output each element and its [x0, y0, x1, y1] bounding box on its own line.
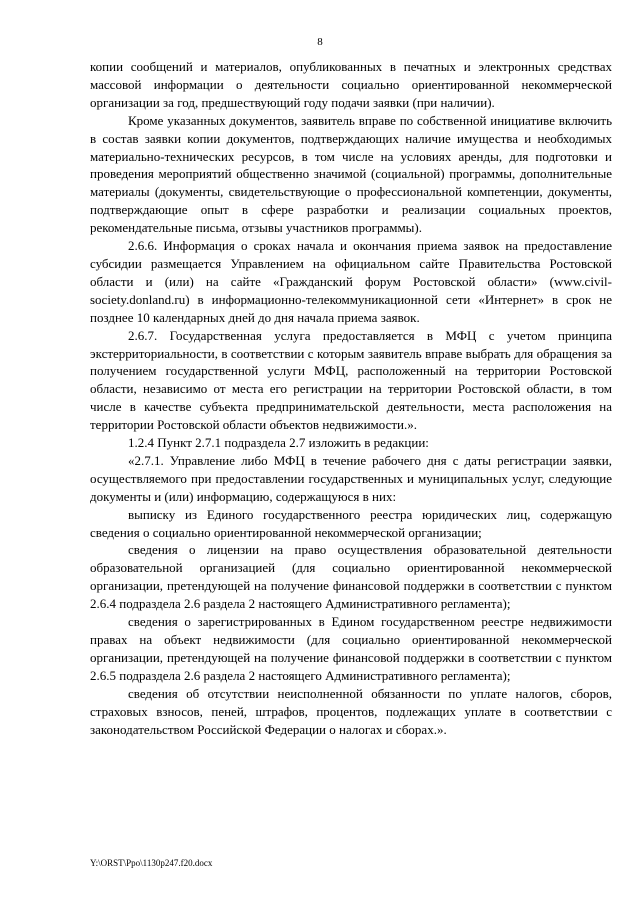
paragraph-2-7-1: «2.7.1. Управление либо МФЦ в течение рабочего дня с даты регистрации заявки, осуществляемого при предоставлении государственных и муниципальных услуг, следующие документы и (или) информацию, содержащуюся в них:: [90, 452, 612, 504]
paragraph-1-2-4: 1.2.4 Пункт 2.7.1 подраздела 2.7 изложить в редакции:: [128, 435, 429, 451]
paragraph-registry-extract: выписку из Единого государственного реестра юридических лиц, содержащую сведения о социально ориентированной некоммерческой организации;: [90, 506, 612, 540]
document-body: [90, 58, 612, 738]
paragraph-real-estate-rights: сведения о зарегистрированных в Едином государственном реестре недвижимости правах на объект недвижимости (для социально ориентированной некоммерческой организации, претендующей на получение финансовой поддержки в соответствии с пунктом 2.6.5 подраздела 2.6 раздела 2 настоящего Административного регламента);: [90, 614, 612, 683]
paragraph-2-6-6: 2.6.6. Информация о сроках начала и окончания приема заявок на предоставление субсидии размещается Управлением на официальном сайте Правительства Ростовской области и (или) на сайте «Гражданский форум Ростовской области» (www.civil-society.donland.ru) в информационно-телекоммуникационной сети «Интернет» в срок не позднее 10 календарных дней до дня начала приема заявок.: [90, 238, 612, 325]
paragraph-license-info: сведения о лицензии на право осуществления образовательной деятельности образовательной организацией (для социально ориентированной некоммерческой организации, претендующей на получение финансовой поддержки в соответствии с пунктом 2.6.4 подраздела 2.6 раздела 2 настоящего Административного регламента);: [90, 542, 612, 612]
paragraph-continuation-copies: копии сообщений и материалов, опубликованных в печатных и электронных средствах массовой информации о деятельности социально ориентированной некоммерческой организации за год, предшествующий году подачи заявки (при наличии).: [90, 59, 612, 110]
paragraph-tax-obligations: сведения об отсутствии неисполненной обязанности по уплате налогов, сборов, страховых взносов, пеней, штрафов, процентов, подлежащих уплате в соответствии с законодательством Российской Федерации о налогах и сборах.».: [90, 685, 612, 737]
paragraph-additional-documents: Кроме указанных документов, заявитель вправе по собственной инициативе включить в состав заявки копии документов, подтверждающих наличие имущества и необходимых материально-технических ресурсов, в том числе на условиях аренды, для подготовки и проведения мероприятий общественно значимой (социальной) программы, дополнительные материалы (документы, свидетельствующие о профессиональной компетенции, документы, подтверждающие опыт в сфере разработки и реализации социальных проектов, рекомендательные письма, отзывы участников программы).: [90, 112, 612, 236]
footer-file-path: Y:\ORST\Ppo\1130p247.f20.docx: [90, 858, 213, 868]
paragraph-2-6-7: 2.6.7. Государственная услуга предоставляется в МФЦ с учетом принципа экстерриториальности, в соответствии с которым заявитель вправе выбрать для обращения за получением государственной услуги МФЦ, расположенный на территории Ростовской области, независимо от места его регистрации на территории Ростовской области, в том числе в качестве субъекта предпринимательской деятельности, места расположения на территории Ростовской области объектов недвижимости.».: [90, 327, 612, 433]
page-number: 8: [317, 36, 323, 48]
